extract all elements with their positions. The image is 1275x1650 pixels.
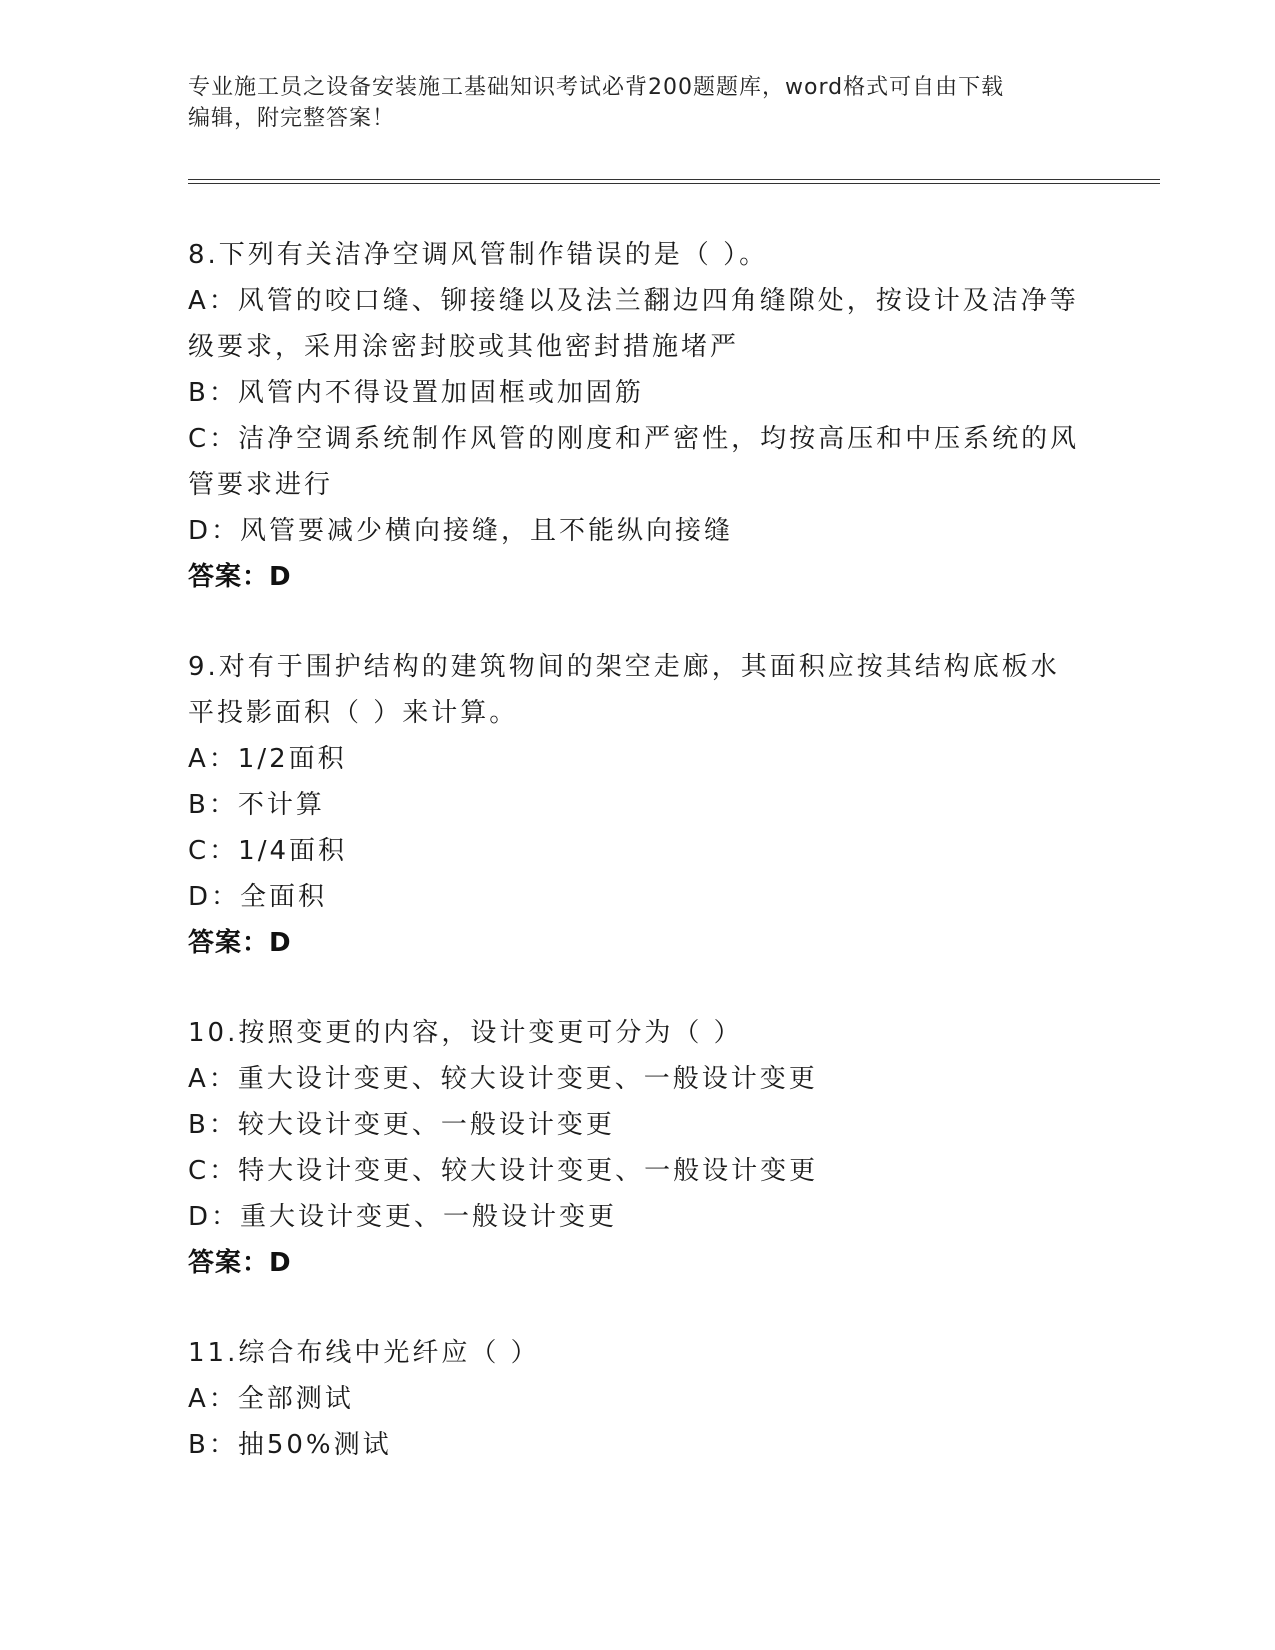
question-block — [188, 644, 1088, 966]
answer-option: D：风管要减少横向接缝，且不能纵向接缝 — [188, 516, 734, 546]
answer-option: C：洁净空调系统制作风管的刚度和严密性，均按高压和中压系统的风 — [188, 424, 1080, 454]
answer-option: 级要求，采用涂密封胶或其他密封措施堵严 — [188, 332, 740, 362]
answer-option: A：重大设计变更、较大设计变更、一般设计变更 — [188, 1064, 818, 1094]
question-stem: 平投影面积（ ）来计算。 — [188, 698, 519, 728]
answer-option: C：特大设计变更、较大设计变更、一般设计变更 — [188, 1156, 819, 1186]
question-stem: 9.对有于围护结构的建筑物间的架空走廊，其面积应按其结构底板水 — [188, 652, 1060, 682]
header-line-1: 专业施工员之设备安装施工基础知识考试必背200题题库，word格式可自由下载 — [188, 75, 1005, 100]
correct-answer: 答案：D — [188, 1248, 292, 1278]
answer-option: B：风管内不得设置加固框或加固筋 — [188, 378, 644, 408]
answer-option: B：抽50%测试 — [188, 1430, 392, 1460]
answer-option: A：全部测试 — [188, 1384, 354, 1414]
answer-option: C：1/4面积 — [188, 836, 347, 866]
question-stem: 8.下列有关洁净空调风管制作错误的是（ ）。 — [188, 240, 769, 270]
answer-option: B：较大设计变更、一般设计变更 — [188, 1110, 615, 1140]
answer-option: A：风管的咬口缝、铆接缝以及法兰翻边四角缝隙处，按设计及洁净等 — [188, 286, 1079, 316]
question-block — [188, 232, 1088, 600]
answer-option: D：重大设计变更、一般设计变更 — [188, 1202, 618, 1232]
question-block — [188, 1330, 1088, 1468]
document-header — [188, 72, 1088, 134]
answer-option: B：不计算 — [188, 790, 325, 820]
header-line-2: 编辑，附完整答案！ — [188, 106, 396, 131]
correct-answer: 答案：D — [188, 562, 292, 592]
header-divider-bottom — [188, 183, 1160, 184]
question-list — [188, 232, 1088, 1512]
question-stem: 10.按照变更的内容，设计变更可分为（ ） — [188, 1018, 743, 1048]
answer-option: 管要求进行 — [188, 470, 334, 500]
header-divider-top — [188, 179, 1160, 180]
question-block — [188, 1010, 1088, 1286]
correct-answer: 答案：D — [188, 928, 292, 958]
answer-option: D：全面积 — [188, 882, 328, 912]
question-stem: 11.综合布线中光纤应（ ） — [188, 1338, 540, 1368]
answer-option: A：1/2面积 — [188, 744, 347, 774]
